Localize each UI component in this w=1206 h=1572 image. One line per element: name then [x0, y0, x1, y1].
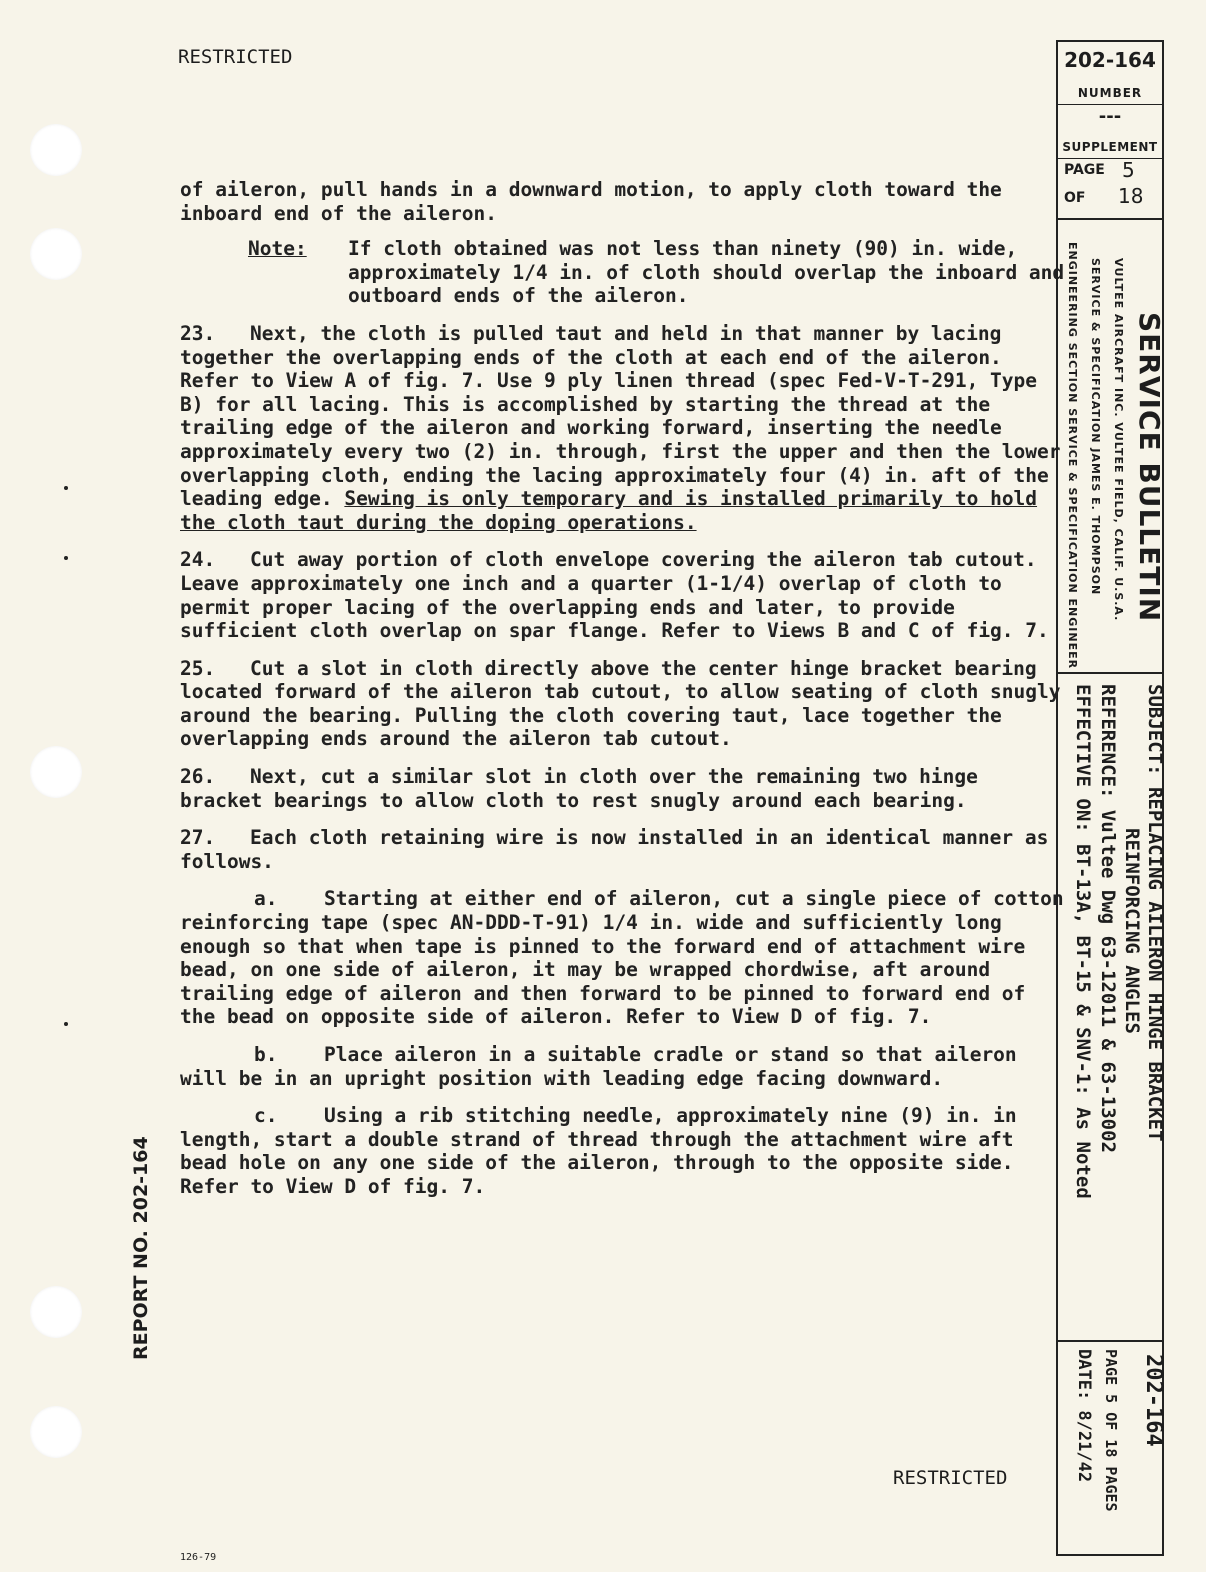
form-code: 126-79	[180, 1552, 217, 1563]
note-text: If cloth obtained was not less than ninety (90) in. wide, approximately 1/4 in. of cloth should overlap the inboard and outboard ends of the aileron.	[348, 237, 1065, 308]
supplement-label: SUPPLEMENT	[1062, 140, 1158, 154]
report-number-side: REPORT NO. 202-164	[130, 1136, 152, 1360]
department-line: SERVICE & SPECIFICATION JAMES E. THOMPSON	[1089, 258, 1102, 596]
subparagraph-b	[180, 1043, 1066, 1090]
of-value: 18	[1118, 184, 1144, 208]
subparagraph-c	[180, 1104, 1066, 1198]
paragraph-number: 27.	[180, 826, 216, 850]
effective-line: EFFECTIVE ON: BT-13A, BT-15 & SNV-1: As Noted	[1072, 684, 1094, 1199]
subparagraph-letter: a.	[254, 887, 278, 911]
subparagraph-letter: c.	[254, 1104, 278, 1128]
divider	[1058, 218, 1162, 220]
paragraph-number: 24.	[180, 548, 216, 572]
punch-mark	[64, 1022, 68, 1026]
binder-hole	[30, 1286, 82, 1338]
paragraph-number: 23.	[180, 321, 216, 345]
bulletin-number: 202-164	[1064, 48, 1156, 72]
paragraph-text: Each cloth retaining wire is now installed in an identical manner as follows.	[180, 826, 1049, 873]
paragraph-23	[180, 322, 1066, 534]
of-label: OF	[1064, 190, 1086, 206]
note-label: Note:	[248, 237, 307, 261]
subparagraph-text: Using a rib stitching needle, approximately nine (9) in. in length, start a double strand of thread through the attachment wire aft bead hole on any one side of the aileron, through to the opposite side. Refer to View D of fig. 7.	[180, 1104, 1017, 1198]
subject-line: SUBJECT: REPLACING AILERON HINGE BRACKET	[1144, 684, 1166, 1142]
subject-line-2: REINFORCING ANGLES	[1121, 828, 1143, 1034]
punch-mark	[64, 556, 68, 560]
bulletin-body	[180, 178, 1066, 1199]
binder-hole	[30, 746, 82, 798]
paragraph-26	[180, 765, 1066, 812]
company-line: VULTEE AIRCRAFT INC. VULTEE FIELD, CALIF. U.S.A.	[1112, 258, 1125, 622]
note-block	[180, 237, 1066, 308]
bulletin-number-bottom: 202-164	[1141, 1354, 1166, 1447]
page-value: 5	[1122, 158, 1135, 182]
restricted-footer: RESTRICTED	[893, 1467, 1008, 1489]
subparagraph-text: Starting at either end of aileron, cut a single piece of cotton reinforcing tape (spec AN-DDD-T-91) 1/4 in. wide and sufficiently long enough so that when tape is pinned to the forward end of attachment wire bead, on one side of aileron, it may be wrapped chordwise, aft around trailing edge of aileron and then forward to be pinned to forward end of the bead on opposite side of aileron. Refer to View D of fig. 7.	[180, 887, 1064, 1029]
subparagraph-letter: b.	[254, 1043, 278, 1066]
paragraph-text: Cut a slot in cloth directly above the center hinge bracket bearing located forward of the aileron tab cutout, to allow seating of cloth snugly around the bearing. Pulling the cloth covering taut, lace together the overlapping ends around the aileron tab cutout.	[180, 656, 1061, 751]
paragraph-number: 26.	[180, 765, 216, 789]
reference-line: REFERENCE: Vultee Dwg 63-12011 & 63-13002	[1097, 684, 1119, 1153]
paragraph-25	[180, 657, 1066, 751]
binder-hole	[30, 228, 82, 280]
paragraph-text: Cut away portion of cloth envelope covering the aileron tab cutout. Leave approximately one inch and a quarter (1-1/4) overlap of cloth to permit proper lacing of the overlapping ends and later, to provide sufficient cloth overlap on spar flange. Refer to Views B and C of fig. 7.	[180, 548, 1049, 643]
binder-hole	[30, 1406, 82, 1458]
paragraph-27	[180, 826, 1066, 873]
supplement-value: ---	[1098, 106, 1122, 127]
divider	[1058, 1340, 1162, 1342]
underlined-text: Sewing is only temporary and is installed primarily to hold the cloth taut during the doping operations.	[180, 487, 1038, 534]
paragraph-24	[180, 548, 1066, 642]
section-line: ENGINEERING SECTION SERVICE & SPECIFICATION ENGINEER	[1066, 242, 1079, 670]
restricted-header: RESTRICTED	[178, 46, 293, 68]
page-label: PAGE	[1064, 162, 1105, 178]
binder-hole	[30, 124, 82, 176]
subparagraph-a	[180, 887, 1066, 1029]
intro-paragraph: of aileron, pull hands in a downward motion, to apply cloth toward the inboard end of the aileron.	[180, 178, 1002, 225]
service-bulletin-title: SERVICE BULLETIN	[1133, 312, 1166, 623]
subparagraph-text: Place aileron in a suitable cradle or stand so that aileron will be in an upright position with leading edge facing downward.	[180, 1043, 1017, 1090]
divider	[1058, 672, 1162, 674]
punch-mark	[64, 486, 68, 490]
paragraph-number: 25.	[180, 656, 216, 680]
divider	[1058, 104, 1162, 105]
bulletin-date: DATE: 8/21/42	[1074, 1349, 1094, 1483]
number-label: NUMBER	[1077, 86, 1143, 100]
paragraph-text: Next, cut a similar slot in cloth over the remaining two hinge bracket bearings to allow cloth to rest snugly around each bearing.	[180, 765, 978, 812]
paragraph-text: Next, the cloth is pulled taut and held in that manner by lacing together the overlapping ends of the cloth at each end of the aileron. Refer to View A of fig. 7. Use 9 ply linen thread (spec Fed-V-T-291, Type B) for all lacing. This is accomplished by starting the thread at the trailing edge of the aileron and working forward, inserting the needle approximately every two (2) in. through, first the upper and then the lower overlapping cloth, ending the lacing approximately four (4) in. aft of the leading edge.	[180, 321, 1061, 511]
page-count: PAGE 5 OF 18 PAGES	[1102, 1349, 1120, 1512]
